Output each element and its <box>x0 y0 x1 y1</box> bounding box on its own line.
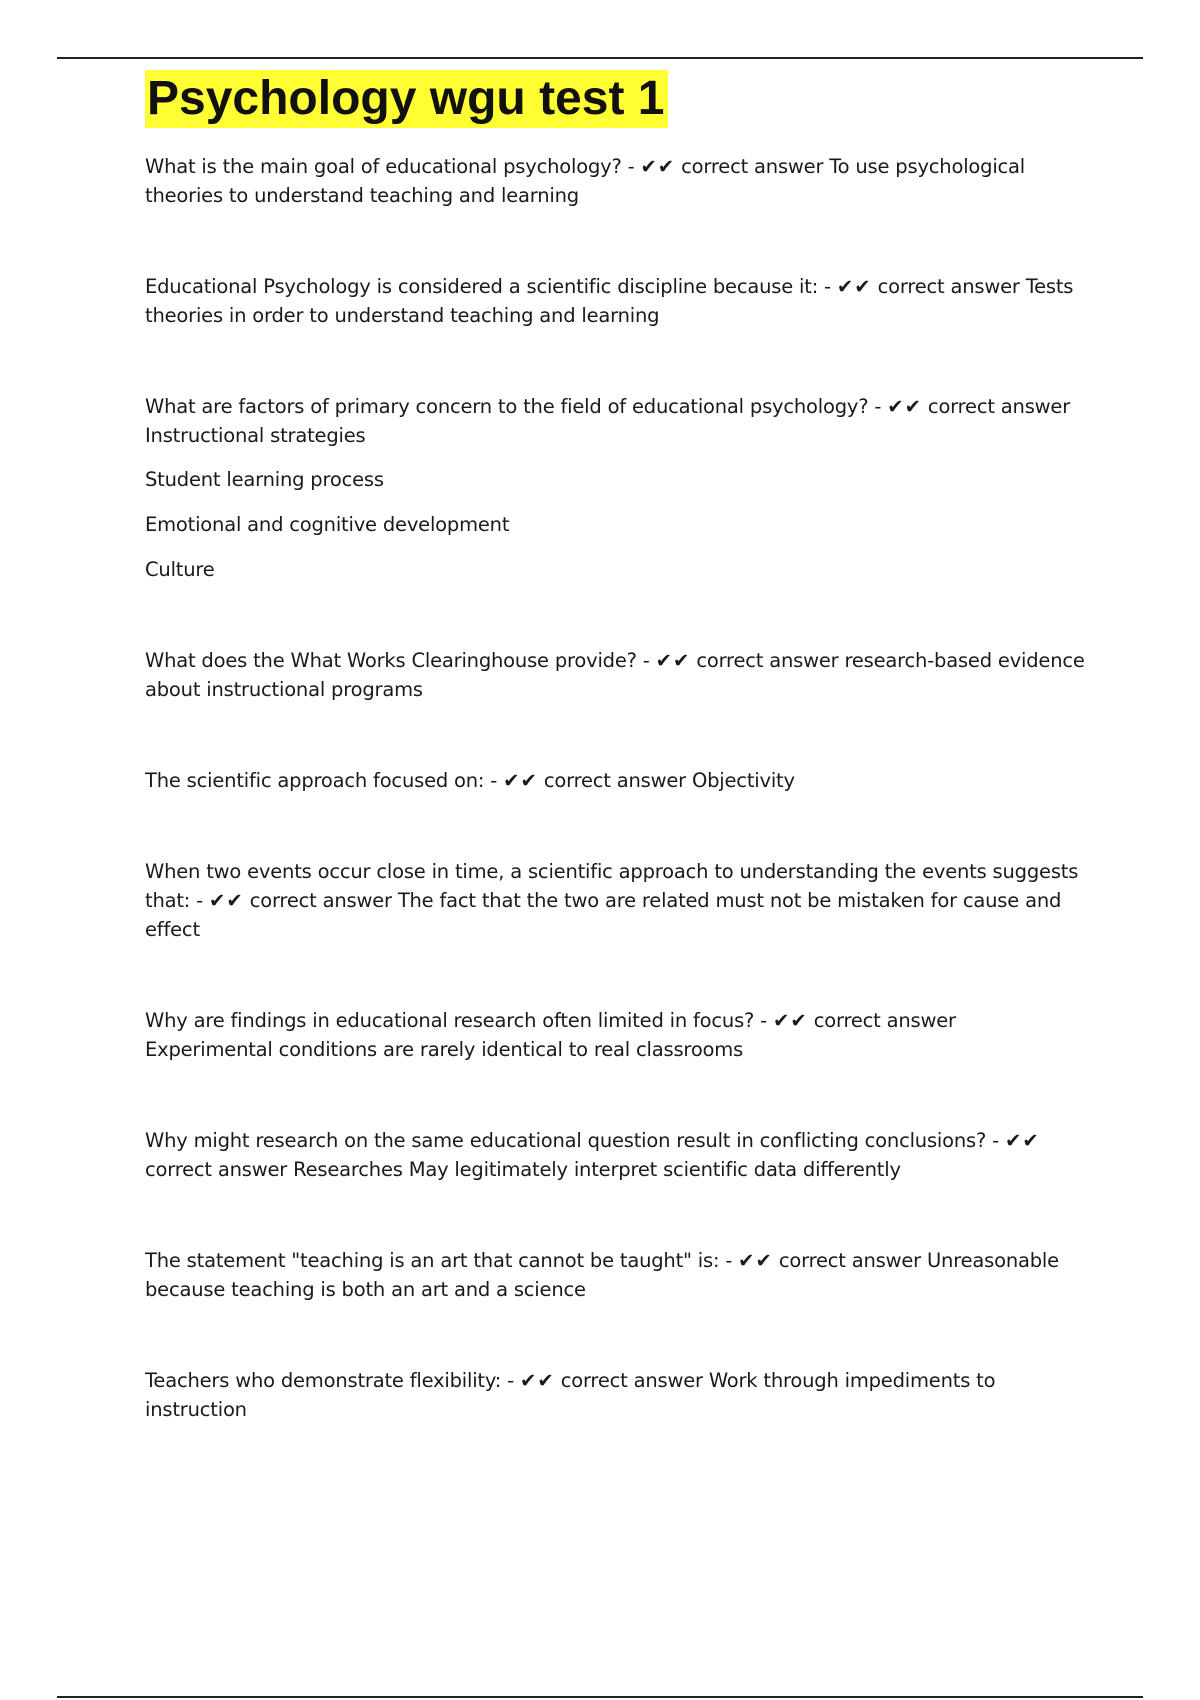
question-text: When two events occur close in time, a scientific approach to understanding the events suggests that: - <box>145 860 1079 912</box>
answer-extra-line: Student learning process <box>145 468 384 491</box>
qa-line <box>145 152 1085 210</box>
check-marks-icon: ✔✔ <box>520 1369 555 1392</box>
answer-text: Tests theories in order to understand teaching and learning <box>145 275 1074 327</box>
question-text: What are factors of primary concern to the field of educational psychology? - <box>145 395 882 418</box>
answer-text: Instructional strategies <box>145 424 366 447</box>
check-marks-icon: ✔✔ <box>209 889 244 912</box>
qa-item <box>145 766 1085 795</box>
question-text: Why might research on the same educational question result in conflicting conclusions? - <box>145 1129 999 1152</box>
answer-label: correct answer <box>681 155 824 178</box>
answer-extra-line: Culture <box>145 558 215 581</box>
qa-line <box>145 1006 1085 1064</box>
question-text: The statement "teaching is an art that cannot be taught" is: - <box>145 1249 733 1272</box>
answer-extra-line: Emotional and cognitive development <box>145 513 510 536</box>
qa-item <box>145 1366 1085 1424</box>
qa-item <box>145 1246 1085 1304</box>
answer-text: To use psychological theories to understand teaching and learning <box>145 155 1026 207</box>
check-marks-icon: ✔✔ <box>1004 1129 1040 1152</box>
qa-item <box>145 646 1085 704</box>
qa-line <box>145 1246 1085 1304</box>
qa-item <box>145 857 1085 944</box>
qa-item <box>145 392 1085 584</box>
qa-item <box>145 272 1085 330</box>
check-marks-icon: ✔✔ <box>887 395 922 418</box>
qa-line <box>145 766 1085 795</box>
answer-label: correct answer <box>696 649 839 672</box>
check-marks-icon: ✔✔ <box>655 649 691 672</box>
answer-text: Work through impediments to instruction <box>145 1369 996 1421</box>
answer-label: correct answer <box>877 275 1020 298</box>
check-marks-icon: ✔✔ <box>503 769 538 792</box>
answer-label: correct answer <box>249 889 392 912</box>
check-marks-icon: ✔✔ <box>836 275 872 298</box>
qa-line <box>145 857 1085 944</box>
answer-label: correct answer <box>927 395 1071 418</box>
answer-label: correct answer <box>560 1369 703 1392</box>
qa-list <box>145 152 1085 1424</box>
qa-item <box>145 1126 1085 1184</box>
answer-text: research-based evidence about instructional programs <box>145 649 1085 701</box>
answer-text: The fact that the two are related must not be mistaken for cause and effect <box>145 889 1062 941</box>
answer-text: Unreasonable because teaching is both an art and a science <box>145 1249 1059 1301</box>
question-text: Teachers who demonstrate flexibility: - <box>145 1369 515 1392</box>
qa-line <box>145 392 1085 450</box>
document-body <box>145 70 1085 1486</box>
top-rule <box>57 57 1143 59</box>
qa-line <box>145 1126 1085 1184</box>
check-marks-icon: ✔✔ <box>738 1249 773 1272</box>
question-text: What does the What Works Clearinghouse provide? - <box>145 649 650 672</box>
question-text: Why are findings in educational research often limited in focus? - <box>145 1009 768 1032</box>
bottom-rule <box>57 1696 1143 1698</box>
check-marks-icon: ✔✔ <box>640 155 676 178</box>
answer-label: correct answer <box>145 1158 288 1181</box>
qa-item <box>145 152 1085 210</box>
qa-line <box>145 272 1085 330</box>
answer-text: Objectivity <box>691 769 795 792</box>
question-text: Educational Psychology is considered a scientific discipline because it: - <box>145 275 831 298</box>
answer-text: Experimental conditions are rarely identical to real classrooms <box>145 1038 744 1061</box>
answer-label: correct answer <box>543 769 686 792</box>
answer-label: correct answer <box>778 1249 921 1272</box>
answer-label: correct answer <box>813 1009 956 1032</box>
qa-item <box>145 1006 1085 1064</box>
qa-line <box>145 1366 1085 1424</box>
question-text: What is the main goal of educational psychology? - <box>145 155 635 178</box>
qa-line <box>145 646 1085 704</box>
question-text: The scientific approach focused on: - <box>145 769 498 792</box>
document-title: Psychology wgu test 1 <box>145 70 668 128</box>
answer-text: Researches May legitimately interpret scientific data differently <box>293 1158 901 1181</box>
check-marks-icon: ✔✔ <box>773 1009 808 1032</box>
